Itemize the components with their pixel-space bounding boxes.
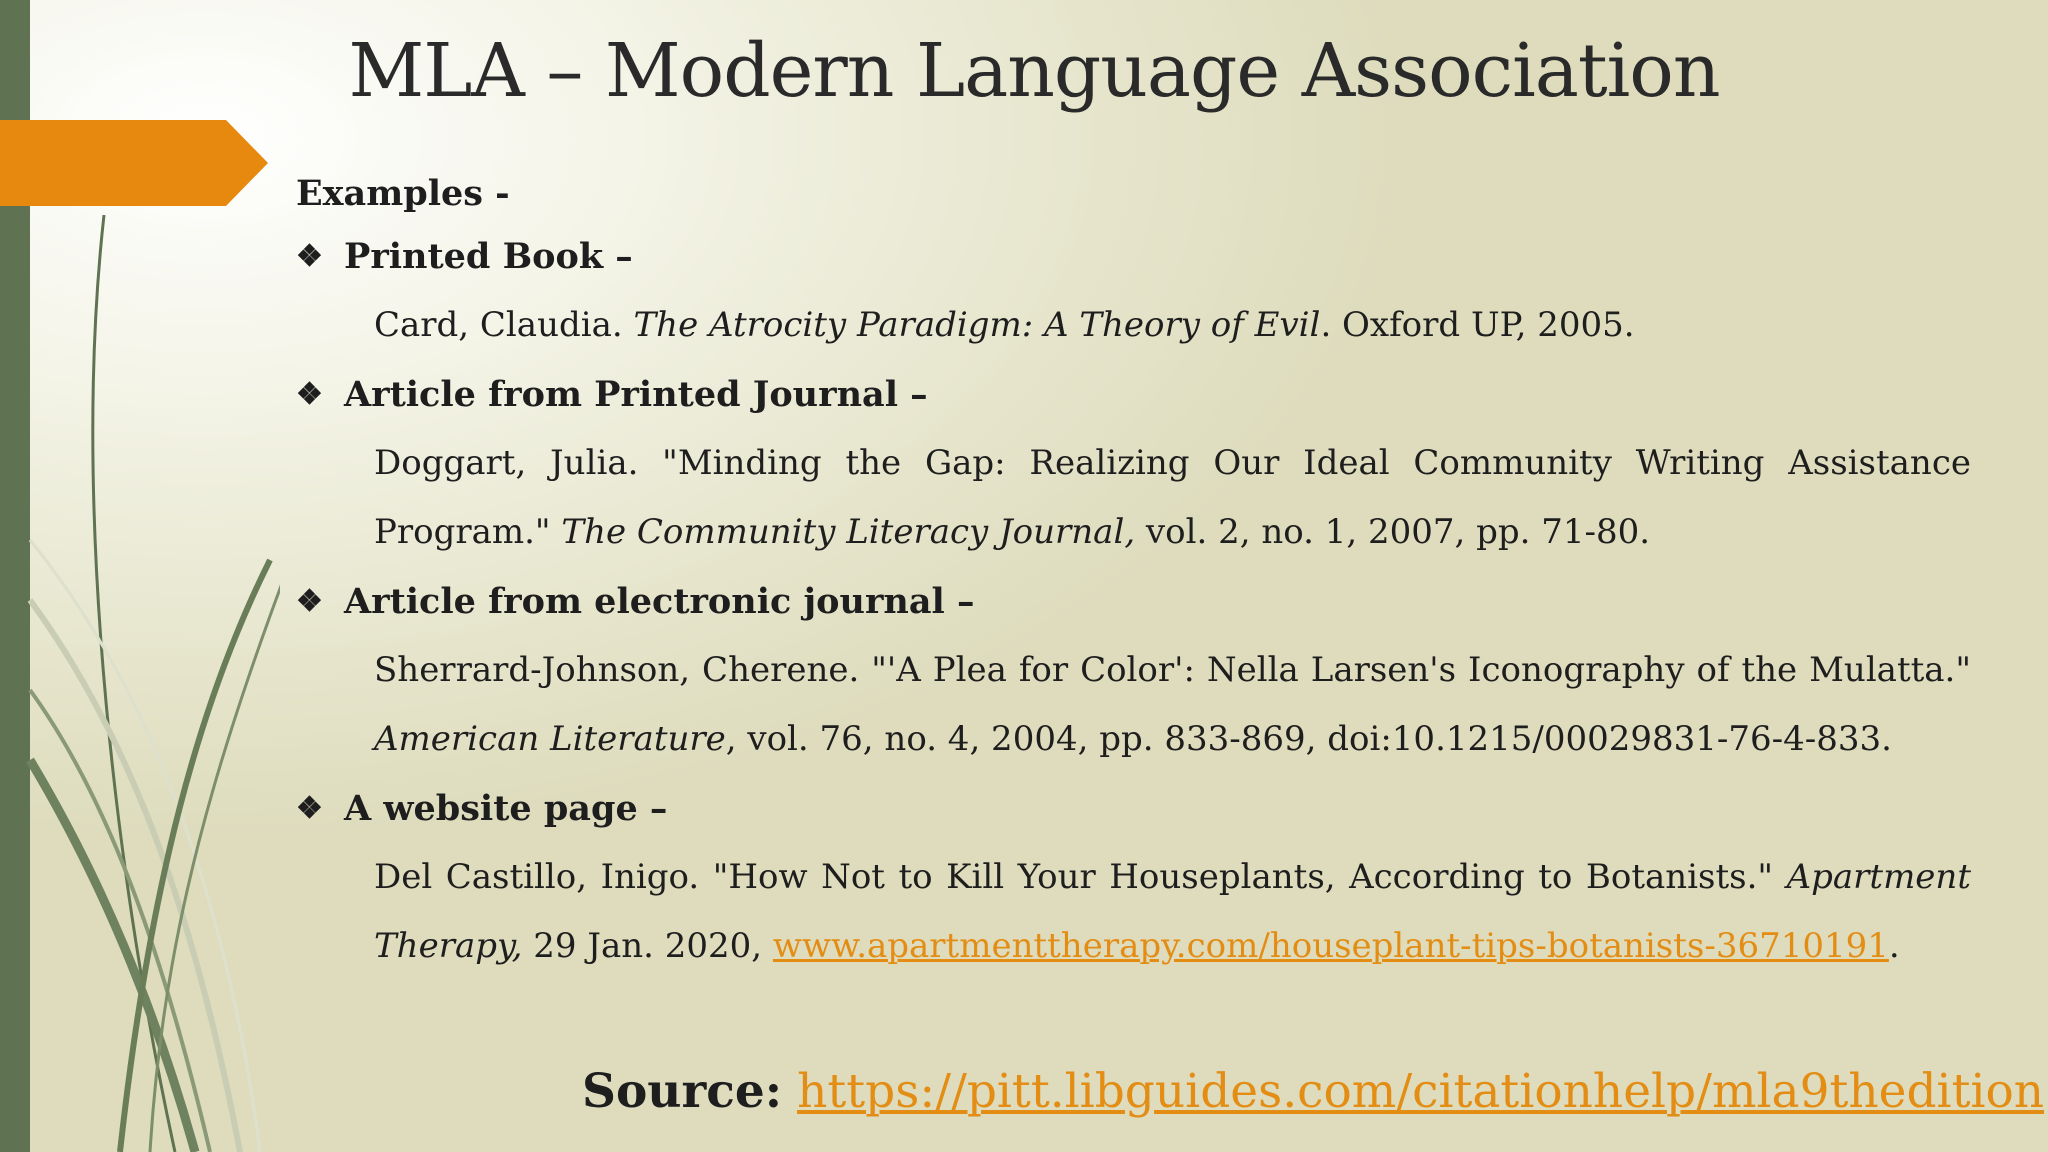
heading-label: Article from Printed Journal – [344, 374, 928, 415]
citation-electronic-journal [296, 636, 1971, 774]
source-line [582, 1064, 2044, 1119]
heading-electronic-journal [296, 567, 1971, 636]
diamond-bullet-icon: ❖ [296, 239, 323, 274]
heading-printed-journal [296, 360, 1971, 429]
diamond-bullet-icon: ❖ [296, 377, 323, 412]
citation-link[interactable]: www.apartmenttherapy.com/houseplant-tips-botanists-36710191 [772, 926, 1889, 966]
citation-text: Del Castillo, Inigo. "How Not to Kill Your Houseplants, According to Botanists." [374, 857, 1787, 897]
examples-label: Examples - [296, 173, 510, 214]
citation-italic: Apartment Therapy, [374, 857, 1971, 966]
source-label: Source: [582, 1064, 783, 1119]
citation-text: Sherrard-Johnson, Cherene. "'A Plea for Color': Nella Larsen's Iconography of the Mulatta." [374, 650, 1971, 690]
citation-text: , vol. 76, no. 4, 2004, pp. 833-869, doi:10.1215/00029831-76-4-833. [725, 719, 1892, 759]
citation-text: vol. 2, no. 1, 2007, pp. 71-80. [1135, 512, 1651, 552]
heading-website-page [296, 774, 1971, 843]
citation-italic: The Atrocity Paradigm: A Theory of Evil [633, 305, 1321, 345]
citation-italic: American Literature [374, 719, 726, 759]
diamond-bullet-icon: ❖ [296, 584, 323, 619]
content-body [296, 160, 1971, 981]
citation-printed-book [296, 291, 1971, 360]
citation-text: Doggart, Julia. "Minding the Gap: Realizing Our Ideal Community Writing Assistance Program." [374, 443, 1971, 552]
citation-text: . Oxford UP, 2005. [1320, 305, 1635, 345]
heading-label: Article from electronic journal – [344, 581, 975, 622]
citation-text: . [1888, 926, 1900, 966]
citation-italic: The Community Literacy Journal, [561, 512, 1136, 552]
orange-arrow-tab [0, 120, 270, 206]
citation-printed-journal [296, 429, 1971, 567]
citation-website-page [296, 843, 1971, 981]
source-link[interactable]: https://pitt.libguides.com/citationhelp/mla9thedition [797, 1064, 2045, 1119]
heading-label: A website page – [344, 788, 668, 829]
diamond-bullet-icon: ❖ [296, 791, 323, 826]
heading-printed-book [296, 222, 1971, 291]
slide-title: MLA – Modern Language Association [348, 28, 1720, 114]
citation-text: 29 Jan. 2020, [522, 926, 773, 966]
heading-label: Printed Book – [344, 236, 633, 277]
citation-text: Card, Claudia. [374, 305, 634, 345]
